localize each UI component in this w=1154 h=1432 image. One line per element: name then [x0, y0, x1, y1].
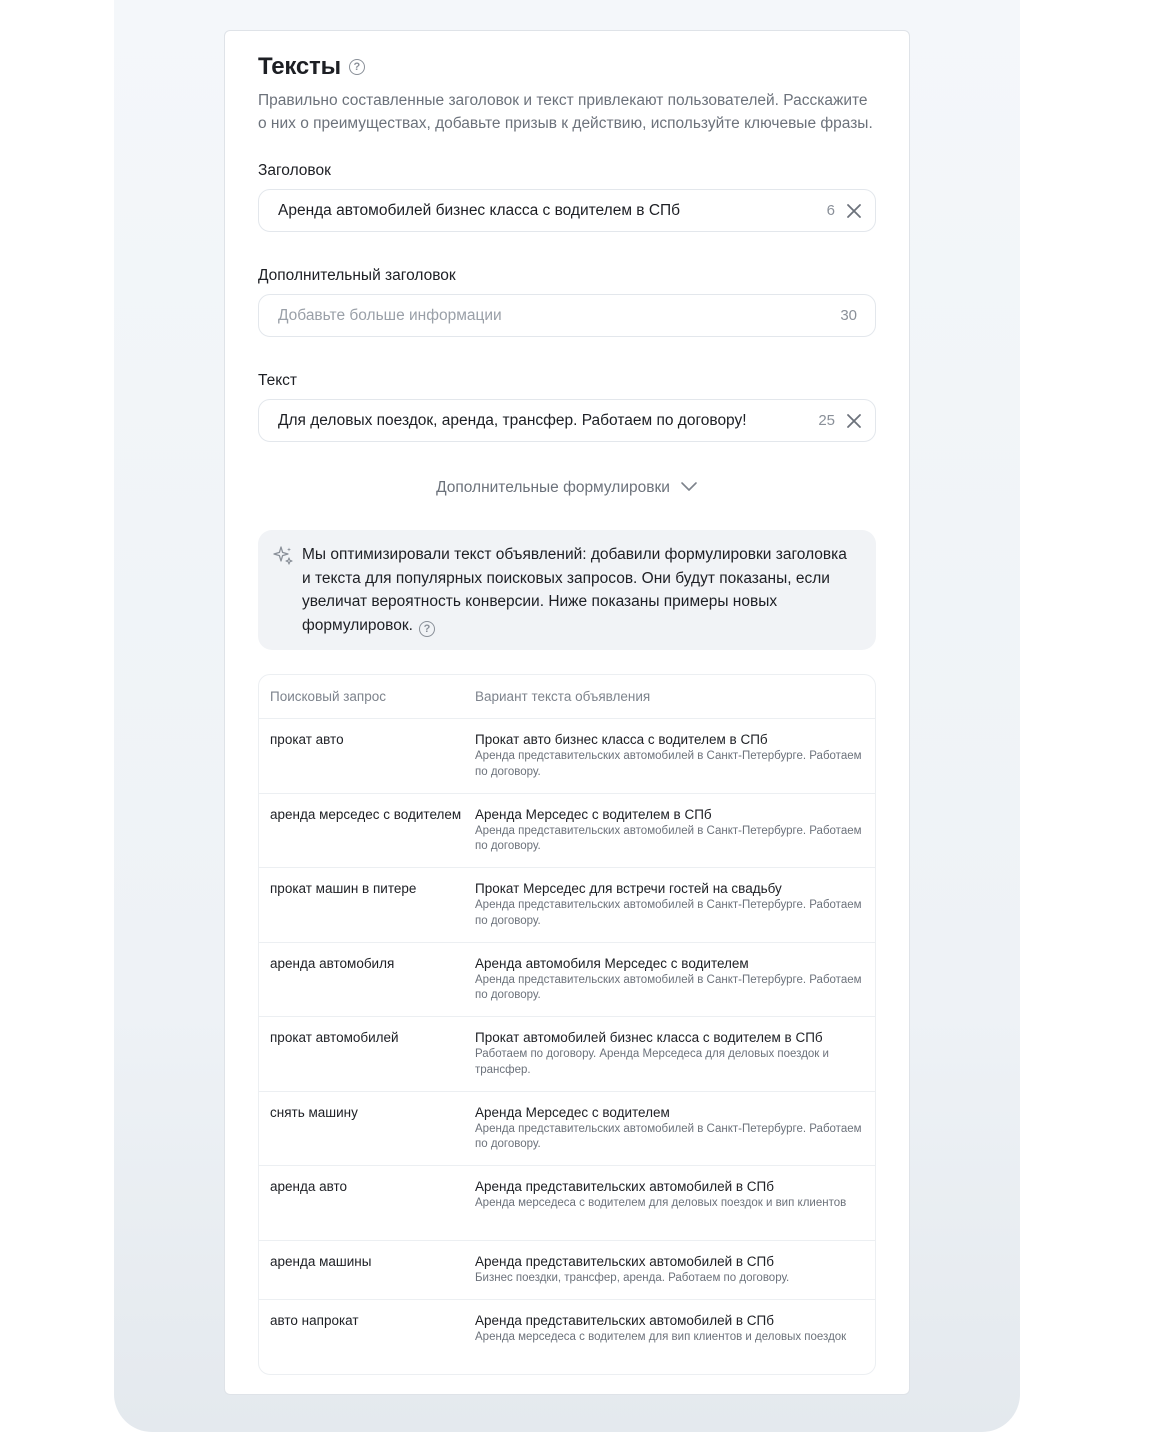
- section-title: Тексты: [258, 53, 341, 80]
- row-variant-title: Прокат авто бизнес класса с водителем в СПб: [475, 732, 768, 747]
- row-query: аренда машины: [270, 1253, 372, 1269]
- row-variant-title: Аренда представительских автомобилей в СПб: [475, 1312, 774, 1328]
- sparkles-icon: [272, 545, 294, 567]
- optimization-info: [258, 530, 876, 650]
- table-row: [259, 868, 875, 943]
- row-variant-title: Аренда Мерседес с водителем в СПб: [475, 806, 712, 822]
- column-header-variant: Вариант текста объявления: [475, 689, 651, 704]
- row-query: авто напрокат: [270, 1312, 359, 1328]
- section-description: Правильно составленные заголовок и текст привлекают пользователей. Расскажите о них о преимуществах, добавьте призыв к действию, используйте ключевые фразы.: [258, 92, 873, 132]
- table-row: [259, 1300, 875, 1375]
- text-char-count: 25: [818, 412, 835, 429]
- row-variant-text: Работаем по договору. Аренда Мерседеса для деловых поездок и трансфер.: [475, 1048, 829, 1076]
- row-variant-title: Аренда Мерседес с водителем: [475, 1104, 670, 1120]
- table-row: [259, 794, 875, 869]
- row-variant-text: Аренда мерседеса с водителем для вип клиентов и деловых поездок: [475, 1330, 847, 1343]
- table-row: [259, 719, 875, 794]
- row-variant-title: Прокат автомобилей бизнес класса с водителем в СПб: [475, 1030, 823, 1045]
- row-variant-text: Аренда представительских автомобилей в Санкт-Петербурге. Работаем по договору.: [475, 750, 862, 778]
- headline-field[interactable]: [258, 189, 876, 232]
- more-variants-toggle[interactable]: [258, 478, 876, 498]
- row-variant-title: Прокат Мерседес для встречи гостей на свадьбу: [475, 881, 782, 896]
- row-variant-title: Аренда автомобиля Мерседес с водителем: [475, 955, 749, 971]
- examples-table: [258, 674, 876, 1375]
- texts-card: [224, 30, 910, 1395]
- row-variant-text: Бизнес поездки, трансфер, аренда. Работаем по договору.: [475, 1271, 790, 1284]
- row-query: прокат авто: [270, 732, 344, 747]
- row-query: прокат автомобилей: [270, 1030, 399, 1045]
- extra-headline-input[interactable]: Добавьте больше информации: [278, 306, 502, 324]
- row-variant-text: Аренда мерседеса с водителем для деловых поездок и вип клиентов: [475, 1197, 847, 1209]
- row-query: аренда мерседес с водителем: [270, 806, 462, 822]
- headline-input[interactable]: Аренда автомобилей бизнес класса с водителем в СПб: [278, 201, 681, 219]
- row-variant-text: Аренда представительских автомобилей в Санкт-Петербурге. Работаем по договору.: [475, 899, 862, 927]
- row-variant-title: Аренда представительских автомобилей в СПб: [475, 1253, 774, 1269]
- column-header-query: Поисковый запрос: [270, 689, 387, 704]
- text-label: Текст: [258, 372, 298, 389]
- optimization-info-text: [302, 543, 858, 637]
- headline-label: Заголовок: [258, 162, 331, 179]
- text-input[interactable]: Для деловых поездок, аренда, трансфер. Работаем по договору!: [278, 411, 747, 429]
- close-icon[interactable]: [845, 412, 863, 430]
- text-field[interactable]: [258, 399, 876, 442]
- row-query: снять машину: [270, 1104, 358, 1120]
- table-header: [259, 675, 875, 719]
- row-variant-text: Аренда представительских автомобилей в Санкт-Петербурге. Работаем по договору.: [475, 1122, 862, 1150]
- row-query: аренда автомобиля: [270, 955, 395, 971]
- extra-headline-char-count: 30: [840, 307, 857, 324]
- optimization-info-body: Мы оптимизировали текст объявлений: добавили формулировки заголовка и текста для популярных поисковых запросов. Они будут показаны, если увеличат вероятность конверсии. Ниже показаны примеры новых формулировок.: [302, 546, 847, 634]
- headline-char-count: 6: [826, 202, 835, 219]
- table-row: [259, 1017, 875, 1092]
- table-row: [259, 1166, 875, 1241]
- section-header: [258, 51, 875, 83]
- table-row: [259, 1241, 875, 1300]
- close-icon[interactable]: [845, 202, 863, 220]
- row-variant-text: Аренда представительских автомобилей в Санкт-Петербурге. Работаем по договору.: [475, 973, 862, 1001]
- help-icon[interactable]: ?: [349, 59, 365, 75]
- row-variant-text: Аренда представительских автомобилей в Санкт-Петербурге. Работаем по договору.: [475, 824, 862, 852]
- more-variants-label: Дополнительные формулировки: [436, 479, 670, 496]
- chevron-down-icon: [680, 479, 698, 497]
- table-row: [259, 943, 875, 1018]
- extra-headline-field[interactable]: [258, 294, 876, 337]
- row-query: прокат машин в питере: [270, 881, 417, 896]
- row-variant-title: Аренда представительских автомобилей в СПб: [475, 1179, 774, 1194]
- help-icon[interactable]: ?: [419, 621, 435, 637]
- extra-headline-label: Дополнительный заголовок: [258, 267, 456, 284]
- row-query: аренда авто: [270, 1179, 348, 1194]
- table-row: [259, 1092, 875, 1167]
